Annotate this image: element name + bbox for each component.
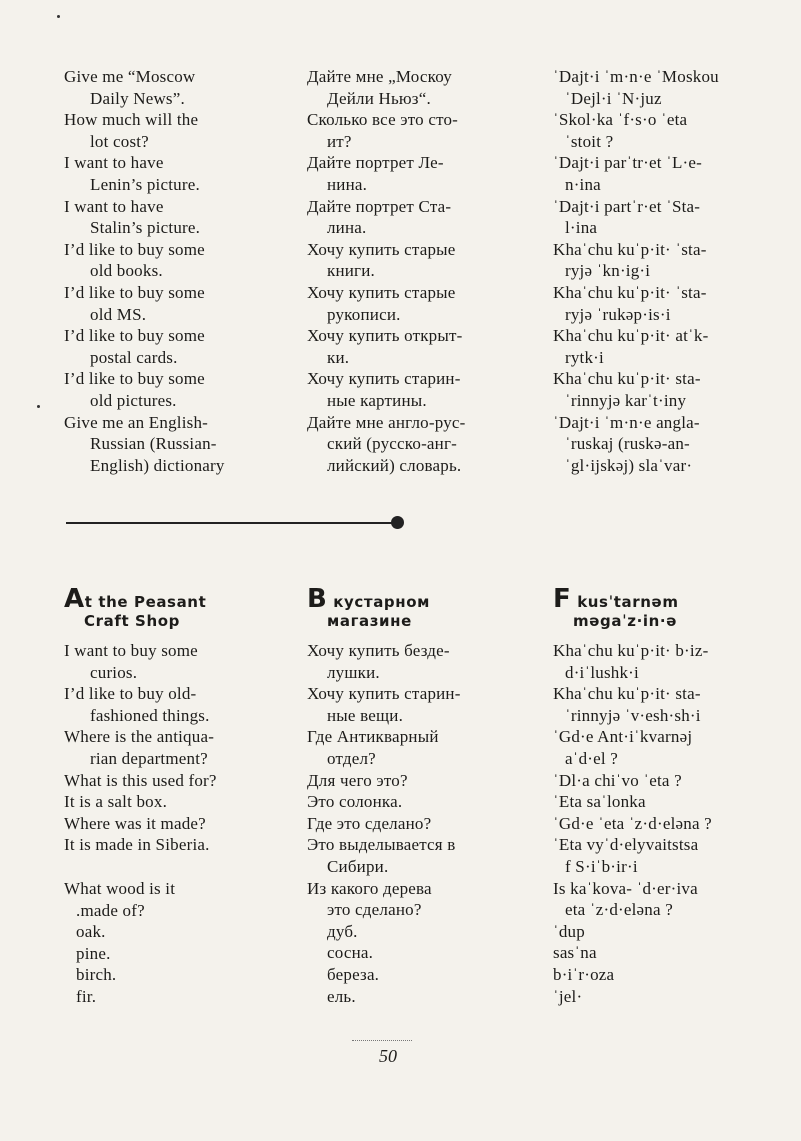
phrase-entry <box>64 943 264 965</box>
phrase-line: Khaˈchu kuˈp·it· ˈsta- <box>553 239 707 259</box>
phrase-entry <box>64 152 264 195</box>
phrase-continuation: Сибири. <box>327 856 389 876</box>
phrase-entry <box>307 640 507 683</box>
phrase-continuation: Daily News”. <box>90 88 185 108</box>
phrase-entry <box>553 109 763 152</box>
divider-bullet <box>391 516 404 529</box>
phrase-line: I’d like to buy some <box>64 282 205 302</box>
phrase-line: oak. <box>76 922 106 942</box>
phrase-line: pine. <box>76 943 111 963</box>
phrase-line: I want to have <box>64 196 164 216</box>
phrase-line: Khaˈchu kuˈp·it· atˈk- <box>553 326 709 346</box>
phrase-line: Дайте портрет Ста- <box>307 196 452 216</box>
phrase-line: ˈDajt·i ˈm·n·e ˈMoskou <box>553 67 719 86</box>
phrase-entry <box>307 325 507 368</box>
phrase-entry <box>553 791 763 813</box>
phrase-entry <box>307 791 507 813</box>
phrase-entry <box>553 921 763 943</box>
bottom-english-column <box>64 640 264 1008</box>
heading-text: kusˈtarnəm <box>571 593 679 611</box>
bottom-translit-column <box>553 640 763 1007</box>
phrase-line: I want to have <box>64 153 164 173</box>
phrase-continuation: отдел? <box>327 748 376 768</box>
phrase-continuation: ит? <box>327 131 352 151</box>
heading-text-line2: Craft Shop <box>84 612 180 630</box>
phrase-continuation: ки. <box>327 347 350 367</box>
phrase-line: Khaˈchu kuˈp·it· ˈsta- <box>553 282 707 302</box>
phrase-line: I’d like to buy old- <box>64 684 197 704</box>
phrase-entry <box>553 325 763 368</box>
phrase-line: Это выделывается в <box>307 835 456 855</box>
phrase-line: Из какого дерева <box>307 878 432 898</box>
phrase-line: b·iˈr·oza <box>553 964 615 984</box>
phrase-continuation: old books. <box>90 261 163 281</box>
phrase-continuation: ˈrinnyjə ˈv·esh·sh·i <box>565 705 701 725</box>
phrase-continuation: ˈDejl·i ˈN·juz <box>565 88 662 108</box>
phrase-entry <box>64 791 264 813</box>
phrase-entry <box>64 986 264 1008</box>
phrase-entry <box>307 770 507 792</box>
phrase-line: Дайте мне англо-рус- <box>307 412 466 432</box>
phrase-line: ˈDajt·i partˈr·et ˈSta- <box>553 196 701 216</box>
phrase-entry <box>64 368 264 411</box>
phrase-entry <box>307 834 507 877</box>
phrase-line: Сколько все это сто- <box>307 110 459 130</box>
phrase-entry <box>307 368 507 411</box>
phrase-entry <box>553 813 763 835</box>
phrase-entry <box>307 412 507 477</box>
page-number-rule <box>352 1040 412 1042</box>
phrase-line: Give me an English- <box>64 412 209 432</box>
phrase-entry <box>64 412 264 477</box>
phrase-line: Где Антикварный <box>307 727 439 747</box>
phrase-entry <box>307 152 507 195</box>
phrase-continuation: fashioned things. <box>90 705 210 725</box>
phrase-continuation: ˈrinnyjə karˈt·iny <box>565 390 687 410</box>
phrase-continuation: l·ina <box>565 218 598 238</box>
phrase-continuation: ryjə ˈkn·ig·i <box>565 261 651 281</box>
phrase-entry <box>553 834 763 877</box>
phrase-line: береза. <box>327 964 380 984</box>
top-english-column <box>64 66 264 476</box>
top-russian-column <box>307 66 507 476</box>
phrase-continuation: English) dictionary <box>90 455 225 475</box>
phrase-entry <box>64 239 264 282</box>
phrase-continuation: ˈgl·ijskəj) slaˈvar· <box>565 455 693 475</box>
phrase-entry <box>553 726 763 769</box>
heading-text: t the Peasant <box>84 593 207 611</box>
phrase-entry <box>307 986 507 1008</box>
heading-initial: A <box>64 584 85 614</box>
phrase-entry <box>307 66 507 109</box>
phrase-continuation: postal cards. <box>90 347 178 367</box>
section-heading-translit <box>553 584 679 631</box>
phrase-continuation: книги. <box>327 261 375 281</box>
phrase-entry <box>307 813 507 835</box>
section-heading-russian <box>307 584 430 631</box>
phrase-entry <box>64 282 264 325</box>
phrase-entry <box>64 640 264 683</box>
phrase-line: ˈDajt·i parˈtr·et ˈL·e- <box>553 153 703 173</box>
phrase-line: birch. <box>76 965 117 985</box>
phrase-line: fir. <box>76 986 97 1006</box>
phrase-continuation: ский (русско-анг- <box>327 434 458 454</box>
phrase-entry <box>307 282 507 325</box>
phrase-continuation: ryjə ˈrukəp·is·i <box>565 304 671 324</box>
phrase-continuation: ˈstoit ? <box>565 131 614 151</box>
phrase-continuation: d·iˈlushk·i <box>565 662 639 682</box>
phrase-line: Где это сделано? <box>307 813 432 833</box>
phrase-line: ˈEta vyˈd·elyvaitstsa <box>553 835 699 855</box>
phrase-entry <box>553 282 763 325</box>
phrase-entry <box>553 942 763 964</box>
phrase-entry <box>307 942 507 964</box>
phrase-line: Where is the antiqua- <box>64 727 215 747</box>
phrase-continuation: aˈd·el ? <box>565 748 619 768</box>
phrase-line: Это солонка. <box>307 792 403 812</box>
phrase-entry <box>553 964 763 986</box>
phrase-line: ˈjel· <box>553 986 583 1006</box>
phrase-entry <box>64 66 264 109</box>
phrase-line: Хочу купить старин- <box>307 369 461 389</box>
phrase-line: I want to buy some <box>64 641 198 660</box>
phrase-line: Дайте мне „Москоу <box>307 67 452 86</box>
phrase-line: ˈdup <box>553 921 585 941</box>
phrase-entry <box>307 683 507 726</box>
phrase-line: I’d like to buy some <box>64 369 205 389</box>
phrase-entry <box>553 986 763 1008</box>
phrase-continuation: f S·iˈb·ir·i <box>565 856 638 876</box>
phrase-entry <box>64 683 264 726</box>
phrase-continuation: lot cost? <box>90 131 149 151</box>
phrase-line: What wood is it <box>64 878 176 898</box>
phrase-line: What is this used for? <box>64 770 217 790</box>
print-speck <box>37 405 40 408</box>
phrase-line: It is a salt box. <box>64 792 168 812</box>
phrase-continuation: Stalin’s picture. <box>90 218 201 238</box>
phrase-line: Give me “Moscow <box>64 67 196 86</box>
phrase-line: Для чего это? <box>307 770 408 790</box>
phrase-entry <box>307 239 507 282</box>
phrase-continuation: curios. <box>90 662 138 682</box>
phrase-line: I’d like to buy some <box>64 239 205 259</box>
phrase-continuation: лина. <box>327 218 367 238</box>
phrase-entry <box>553 770 763 792</box>
phrase-line: It is made in Siberia. <box>64 835 210 855</box>
phrase-entry <box>553 878 763 921</box>
phrase-continuation: .made of? <box>76 900 145 920</box>
phrase-continuation: Дейли Ньюз“. <box>327 88 431 108</box>
phrase-entry <box>553 152 763 195</box>
phrase-line: ˈDajt·i ˈm·n·e angla- <box>553 412 700 432</box>
phrase-continuation: eta ˈz·d·eləna ? <box>565 900 673 920</box>
phrase-entry <box>553 368 763 411</box>
phrase-line: дуб. <box>327 921 358 941</box>
phrase-line: Khaˈchu kuˈp·it· sta- <box>553 684 701 704</box>
phrase-continuation: Russian (Russian- <box>90 434 217 454</box>
phrase-line: Khaˈchu kuˈp·it· sta- <box>553 369 701 389</box>
phrase-entry <box>64 109 264 152</box>
phrase-entry <box>307 921 507 943</box>
phrase-line: Хочу купить открыт- <box>307 326 463 346</box>
phrase-entry <box>64 325 264 368</box>
phrase-continuation: лийский) словарь. <box>327 455 462 475</box>
phrase-entry <box>64 921 264 943</box>
phrase-line: sasˈna <box>553 943 597 963</box>
phrase-entry <box>64 196 264 239</box>
phrase-entry <box>553 640 763 683</box>
phrase-entry <box>553 412 763 477</box>
phrase-continuation: rian department? <box>90 748 208 768</box>
phrase-line: Where was it made? <box>64 813 206 833</box>
phrase-continuation: n·ina <box>565 174 601 194</box>
heading-text-line2: магазине <box>327 612 412 630</box>
phrase-entry <box>307 726 507 769</box>
heading-text-line2: məgaˈz·in·ə <box>573 612 677 630</box>
phrase-line: ˈGd·e ˈeta ˈz·d·eləna ? <box>553 813 712 833</box>
phrase-entry <box>64 964 264 986</box>
phrase-line: How much will the <box>64 110 199 130</box>
phrase-line: Khaˈchu kuˈp·it· b·iz- <box>553 641 709 660</box>
phrase-continuation: рукописи. <box>327 304 401 324</box>
phrase-line: Хочу купить старые <box>307 239 456 259</box>
bottom-russian-column <box>307 640 507 1007</box>
heading-text: кустарном <box>327 593 430 611</box>
phrase-continuation: old pictures. <box>90 390 177 410</box>
phrase-entry <box>64 813 264 835</box>
phrase-entry <box>307 196 507 239</box>
section-divider <box>66 522 396 524</box>
phrase-continuation: ные вещи. <box>327 705 404 725</box>
phrase-line: ˈDl·a chiˈvo ˈeta ? <box>553 770 682 790</box>
phrase-entry <box>553 683 763 726</box>
heading-initial: F <box>553 584 572 614</box>
phrase-entry <box>64 878 264 921</box>
phrase-line: сосна. <box>327 943 374 963</box>
phrase-entry <box>553 239 763 282</box>
phrase-entry <box>307 964 507 986</box>
phrase-continuation: Lenin’s picture. <box>90 174 200 194</box>
phrase-line: I’d like to buy some <box>64 326 205 346</box>
phrase-entry <box>64 770 264 792</box>
phrase-continuation: ные картины. <box>327 390 427 410</box>
phrase-line: Is kaˈkova- ˈd·er·iva <box>553 878 698 898</box>
phrase-continuation: ˈruskaj (ruskə-an- <box>565 434 690 454</box>
phrase-line: Хочу купить старые <box>307 282 456 302</box>
phrase-line: Хочу купить безде- <box>307 641 450 660</box>
section-heading-english <box>64 584 207 631</box>
phrase-continuation: rytk·i <box>565 347 604 367</box>
phrase-entry <box>307 109 507 152</box>
phrase-entry <box>553 196 763 239</box>
phrase-line: Дайте портрет Ле- <box>307 153 444 173</box>
phrase-continuation: old MS. <box>90 304 147 324</box>
phrase-line: ˈSkol·ka ˈf·s·o ˈeta <box>553 110 688 130</box>
top-translit-column <box>553 66 763 476</box>
phrase-entry <box>307 878 507 921</box>
page-number: 50 <box>379 1046 397 1066</box>
phrase-entry <box>553 66 763 109</box>
phrase-continuation: это сделано? <box>327 900 422 920</box>
phrase-line: Хочу купить старин- <box>307 684 461 704</box>
phrase-entry <box>64 726 264 769</box>
phrase-line: ˈEta saˈlonka <box>553 792 646 812</box>
print-speck <box>57 15 60 18</box>
phrase-entry <box>64 834 264 856</box>
heading-initial: В <box>307 584 328 614</box>
phrase-continuation: лушки. <box>327 662 380 682</box>
phrase-continuation: нина. <box>327 174 368 194</box>
phrase-line: ˈGd·e Ant·iˈkvarnəj <box>553 727 693 747</box>
phrase-line: ель. <box>327 986 356 1006</box>
